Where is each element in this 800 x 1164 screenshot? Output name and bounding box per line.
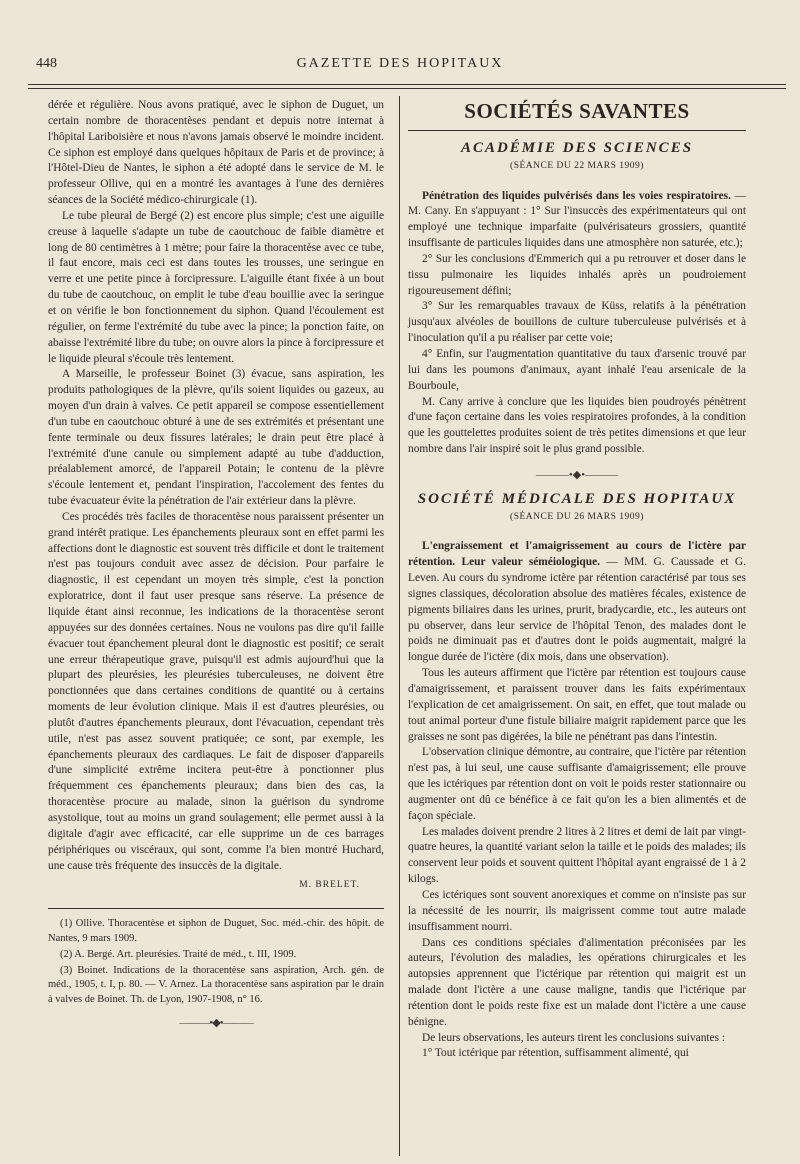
page-header — [36, 56, 764, 78]
paragraph: Les malades doivent prendre 2 litres à 2 litres et demi de lait par vingt-quatre heures, la quantité variant selon la taille et le poids des malades; ils conservent leur poids et souvent quittent l'hôpital ayant engraissé de 1 à 2 kilogs. — [408, 825, 746, 886]
session-date: (SÉANCE DU 22 MARS 1909) — [510, 160, 644, 171]
article-intro: — MM. G. Caussade et G. Leven. Au cours du syndrome ictère par rétention caractérisé par tous ses signes classiques, décoloration absolue des matières fécales, existence de pigments biliaires dans les urines, prurit, bradycardie, etc., les auteurs ont pu observer, dans leur service de l'hôpital Tenon, des malades dont le poids ne diminuait pas et d'autres dont le poids augmentait, malgré la longue durée de l'ictère (dix mois, dans une observation). — [408, 556, 746, 664]
paragraph: Dans ces conditions spéciales d'alimentation préconisées par les auteurs, l'évolution des maladies, les opérations chirurgicales et les autopsies apprennent que l'ictérique par rétention qui maigrit est un malade dont l'ictère a une cause maligne, tandis que l'ictérique par rétention dont le poids reste fixe est un malade dont l'ictère a une cause bénigne. — [408, 936, 746, 1028]
society-title: ACADÉMIE DES SCIENCES — [460, 139, 694, 156]
paragraph: L'observation clinique démontre, au contraire, que l'ictère par rétention n'est pas, à lui seul, une cause suffisante d'amaigrissement; elle prouve que les ictériques par rétention dont on voit le poids rester stationnaire ou augmenter ont dû ce bénéfice à ce fait qu'on les a bien alimentés et de façon spéciale. — [408, 746, 746, 822]
article-title: L'engraissement et l'amaigrissement au cours de l'ictère par rétention. Leur valeur séméiologique. — [408, 540, 746, 569]
paragraph: 1° Tout ictérique par rétention, suffisamment alimenté, qui — [422, 1047, 689, 1060]
ornament-divider: ———•◆•——— — [179, 1016, 253, 1029]
paragraph: M. Cany arrive à conclure que les liquides bien poudroyés pénètrent d'une façon certaine dans les voies respiratoires profondes, à la condition que les gouttelettes produites soient de très petites dimensions et que leur nombre dans l'air inspiré soit le plus grand possible. — [408, 395, 746, 456]
section-title: SOCIÉTÉS SAVANTES — [464, 99, 690, 123]
section-rule — [408, 130, 746, 131]
article-intro: — M. Cany. En s'appuyant : 1° Sur l'insuccès des expérimentateurs qui ont employé une technique imparfaite (pulvérisateurs grossiers, quantité insuffisante de particules liquides dans une atmosphère non saturée, etc.); — [408, 189, 746, 250]
column-divider — [399, 96, 400, 1156]
ornament-divider: ———•◆•——— — [535, 468, 619, 481]
footnote-rule — [48, 908, 384, 909]
paragraph: Le tube pleural de Bergé (2) est encore plus simple; c'est une aiguille creuse à laquelle s'adapte un tube de caoutchouc de faible diamètre et long de 80 centimètres à 1 mètre; pour faire la thoracentèse avec ce tube, il faut encore, mais ceci est dans toutes les trousses, une seringue en verre et une petite pince à forcipressure. L'aiguille étant fixée à un bout du tube de caoutchouc, on emplit le tube d'eau bouillie avec la seringue et on vérifie le bon fonctionnement du siphon. Quand l'écoulement est régulier, on ferme l'extrémité du tube avec la pince; la ponction faite, on abaisse l'extrémité libre du tube; on ouvre alors la pince à forcipressure et le liquide pleural s'écoule très lentement. — [48, 209, 384, 365]
right-column — [408, 98, 746, 1062]
paragraph: A Marseille, le professeur Boinet (3) évacue, sans aspiration, les produits pathologiques de la plèvre, qu'ils soient liquides ou gazeux, au moyen d'un drain à valves. Ce petit appareil se compose essentiellement d'un tube en caoutchouc obturé à une de ses extrémités et présentant une fente terminale ou deux fissures latérales; le drain peut être placé à l'extrémité d'une canule ou simplement adapté au tube d'adduction, préalablement amorcé, de l'appareil Potain; le contenu de la plèvre s'écoule lentement et, pendant l'inspiration, l'accolement des fentes du tube évacuateur évite la pénétration de l'air extérieur dans la plèvre. — [48, 368, 384, 508]
paragraph: Tous les auteurs affirment que l'ictère par rétention est toujours cause d'amaigrissement, et paraissent trouver dans les faits expérimentaux l'explication de cet amaigrissement. On sait, en effet, que tout malade ou tout animal porteur d'une fistule biliaire maigrit rapidement parce que les graisses ne sont pas digérées, la bile ne pénétrant pas dans l'intestin. — [408, 667, 746, 743]
paragraph: 2° Sur les conclusions d'Emmerich qui a pu retrouver et doser dans le tissu pulmonaire les liquides inhalés après un poudroiement rigoureusement défini; — [408, 252, 746, 297]
article-title: Pénétration des liquides pulvérisés dans les voies respiratoires. — [422, 189, 731, 202]
journal-title: GAZETTE DES HOPITAUX — [296, 56, 504, 71]
paragraph: dérée et régulière. Nous avons pratiqué, avec le siphon de Duguet, un certain nombre de thoracentèses pendant et depuis notre internat à l'hôpital Lariboisière et nous n'avons jamais observé le moindre incident. Ce siphon est employé dans quelques hôpitaux de Paris et de province; à l'Hôtel-Dieu de Nantes, le siphon a été adopté dans le service de M. le professeur Ollive, qui en a montré les avantages à l'une des dernières séances de la Société médico-chirurgicale (1). — [48, 99, 384, 207]
paragraph: 3° Sur les remarquables travaux de Küss, relatifs à la pénétration jusqu'aux alvéoles de bouillons de culture tuberculeuse pulvérisés et à l'inoculation qu'il a pu réaliser par cette voie; — [408, 300, 746, 345]
paragraph: De leurs observations, les auteurs tirent les conclusions suivantes : — [422, 1031, 726, 1044]
session-date: (SÉANCE DU 26 MARS 1909) — [510, 511, 644, 522]
paragraph: Ces procédés très faciles de thoracentèse nous paraissent présenter un grand intérêt pratique. Les épanchements pleuraux sont en effet parmi les affections dont le diagnostic est souvent très difficile et dont le traitement n'est pas toujours conduit avec assez de décision. Pour parfaire le diagnostic, il est cependant un moyen très simple, c'est la ponction exploratrice, dont il faut user presque sans réserve. La présence de liquide étant ainsi reconnue, les indications de la thoracentèse seront appuyées sur des données certaines. Nous ne voulons pas dire qu'il faille évacuer tout épanchement pleural dont le diagnostic est positif; ce serait une erreur thérapeutique grave, puisqu'il est admis aujourd'hui que la plupart des pleurésies, les pleurésies tuberculeuses, ne doivent être ponctionnées que dans certaines conditions de quantité ou à certains moments de leur évolution clinique. Mais il est d'autres pleurésies, ou plutôt d'autres épanchements pleuraux, dont l'évacuation, cependant très utile, n'est pas assez souvent pratiquée; ce sont, par exemple, les épanchements pleuraux des cardiaques. Le fait de disposer d'appareils d'une simplicité extrême incitera peut-être à ponctionner plus fréquemment ces épanchements pleuraux; dans bien des cas, la thoracentèse procure au malade, sinon la guérison du syndrome asystolique, tout au moins un grand soulagement; elle permet aussi à la digitale d'agir avec efficacité, car elle supprime un de ces barrages périphériques ou viscéraux, qui sont, comme l'a bien montré Huchard, une cause très fréquente des insuccès de la digitale. — [48, 510, 384, 872]
society-title: SOCIÉTÉ MÉDICALE DES HOPITAUX — [417, 490, 737, 507]
footnotes — [48, 917, 384, 1008]
header-rule-double — [28, 88, 786, 89]
page-number: 448 — [36, 56, 57, 71]
footnote: (2) A. Bergé. Art. pleurésies. Traité de méd., t. III, 1909. — [60, 948, 297, 960]
author-signature: M. BRELET. — [299, 880, 360, 891]
footnote: (3) Boinet. Indications de la thoracentèse sans aspiration, Arch. gén. de méd., 1905, t. I, p. 80. — V. Arnez. La thoracentèse sans aspiration par le drain à valves de Boinet. Th. de Lyon, 1907-1908, n° 16. — [48, 964, 384, 1006]
paragraph: Ces ictériques sont souvent anorexiques et comme on n'insiste pas sur la nécessité de les nourrir, ils maigrissent comme tout autre malade insuffisamment nourri. — [408, 888, 746, 933]
paragraph: 4° Enfin, sur l'augmentation quantitative du taux d'arsenic trouvé par lui dans les poumons d'animaux, ayant inhalé l'eau arsenicale de la Bourboule, — [408, 347, 746, 392]
left-column — [48, 98, 384, 1040]
header-rule — [28, 84, 786, 85]
footnote: (1) Ollive. Thoracentèse et siphon de Duguet, Soc. méd.-chir. des hôpit. de Nantes, 9 mars 1909. — [48, 918, 384, 944]
